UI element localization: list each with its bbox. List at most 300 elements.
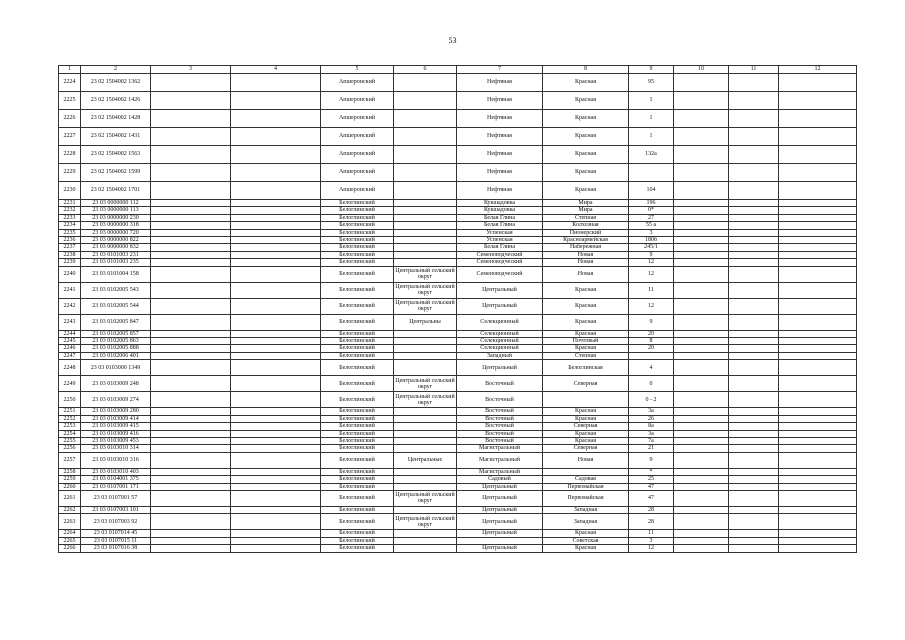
column-number-row xyxy=(59,66,857,74)
table-cell xyxy=(779,164,857,182)
table-cell: 2239 xyxy=(59,259,81,266)
table-cell xyxy=(674,445,729,452)
table-cell: Набережная xyxy=(543,244,629,251)
table-cell xyxy=(729,530,779,537)
table-cell: Центральный сельский округ xyxy=(395,515,455,528)
table-cell: 2240 xyxy=(59,266,81,282)
table-row xyxy=(59,452,857,468)
table-cell xyxy=(231,182,321,200)
table-row xyxy=(59,545,857,552)
table-cell: Северная xyxy=(543,376,629,392)
table-cell xyxy=(231,251,321,258)
table-cell xyxy=(231,214,321,221)
table-cell xyxy=(729,222,779,229)
table-cell: 2253 xyxy=(59,423,81,430)
table-cell xyxy=(729,392,779,408)
table-cell xyxy=(151,200,231,207)
table-cell: 3 xyxy=(629,537,674,544)
table-cell: 2228 xyxy=(59,146,81,164)
table-cell: 23 03 0107003 92 xyxy=(81,514,151,530)
table-cell: 2248 xyxy=(59,360,81,376)
table-cell xyxy=(231,430,321,437)
table-cell: 23 03 0102005 857 xyxy=(81,330,151,337)
table-cell xyxy=(674,314,729,330)
table-cell: 2255 xyxy=(59,437,81,444)
table-cell xyxy=(394,530,457,537)
table-cell: 104 xyxy=(629,182,674,200)
table-cell xyxy=(729,415,779,422)
table-cell: 1 xyxy=(629,110,674,128)
table-cell: 2244 xyxy=(59,330,81,337)
table-cell: Центральный xyxy=(457,282,543,298)
table-cell: 21 xyxy=(629,445,674,452)
table-cell: 23 03 0103009 414 xyxy=(81,415,151,422)
table-cell: 23 03 0102005 543 xyxy=(81,282,151,298)
table-cell xyxy=(151,445,231,452)
table-cell: Белоглинский xyxy=(321,222,394,229)
table-cell: Белоглинский xyxy=(321,251,394,258)
table-cell: 2257 xyxy=(59,452,81,468)
table-cell xyxy=(779,437,857,444)
table-cell xyxy=(231,110,321,128)
table-cell: Белоглинский xyxy=(321,352,394,359)
table-cell: Апшеронский xyxy=(321,164,394,182)
table-row xyxy=(59,207,857,214)
table-cell: Садовая xyxy=(543,476,629,483)
table-row xyxy=(59,200,857,207)
table-cell xyxy=(729,251,779,258)
table-cell: Советская xyxy=(543,537,629,544)
table-cell: 23 02 1504002 1701 xyxy=(81,182,151,200)
table-cell: 2225 xyxy=(59,92,81,110)
table-cell xyxy=(231,92,321,110)
table-cell xyxy=(394,214,457,221)
table-cell xyxy=(729,376,779,392)
table-cell: 0 xyxy=(629,376,674,392)
table-cell: Центральный xyxy=(457,490,543,506)
table-cell xyxy=(394,251,457,258)
table-cell xyxy=(779,259,857,266)
table-row xyxy=(59,244,857,251)
table-cell: Семеноводческий xyxy=(457,259,543,266)
table-cell: Белоглинский xyxy=(321,423,394,430)
table-cell: Красная xyxy=(543,128,629,146)
table-cell: Красная xyxy=(543,182,629,200)
table-cell xyxy=(231,229,321,236)
table-cell xyxy=(151,537,231,544)
table-cell: Белоглинский xyxy=(321,545,394,552)
table-cell: 2252 xyxy=(59,415,81,422)
table-cell: 23 03 0000000 832 xyxy=(81,244,151,251)
table-row xyxy=(59,338,857,345)
table-cell: 180б xyxy=(629,237,674,244)
table-cell xyxy=(394,506,457,513)
table-cell: Красноармейская xyxy=(543,237,629,244)
table-row xyxy=(59,259,857,266)
table-cell xyxy=(543,392,629,408)
table-cell: Красная xyxy=(543,415,629,422)
table-cell xyxy=(729,74,779,92)
table-cell xyxy=(729,476,779,483)
table-cell xyxy=(674,423,729,430)
table-cell xyxy=(729,182,779,200)
table-cell xyxy=(729,483,779,490)
table-cell: 11 xyxy=(629,530,674,537)
table-cell: 0* xyxy=(629,207,674,214)
table-cell: Белоглинский xyxy=(321,483,394,490)
table-cell: 2249 xyxy=(59,376,81,392)
table-cell: 95 xyxy=(629,74,674,92)
table-cell xyxy=(151,476,231,483)
registry-table xyxy=(58,65,857,553)
table-cell: Западный xyxy=(457,352,543,359)
table-cell: Белоглинский xyxy=(321,437,394,444)
table-cell xyxy=(394,437,457,444)
column-number: 9 xyxy=(629,66,674,74)
table-cell: 23 03 0103009 416 xyxy=(81,430,151,437)
table-cell: 25 xyxy=(629,476,674,483)
table-cell xyxy=(779,244,857,251)
column-number: 8 xyxy=(543,66,629,74)
table-cell xyxy=(729,207,779,214)
table-row xyxy=(59,266,857,282)
table-row xyxy=(59,423,857,430)
table-cell: Апшеронский xyxy=(321,182,394,200)
table-cell xyxy=(729,345,779,352)
table-cell xyxy=(779,360,857,376)
table-cell: Нефтяная xyxy=(457,146,543,164)
table-cell xyxy=(779,445,857,452)
table-row xyxy=(59,376,857,392)
table-cell: 23 03 0107001 171 xyxy=(81,483,151,490)
table-cell: Центральный сельский округ xyxy=(395,300,455,313)
table-row xyxy=(59,222,857,229)
table-cell xyxy=(394,259,457,266)
table-cell: 23 03 0107014 45 xyxy=(81,530,151,537)
table-cell: Красная xyxy=(543,408,629,415)
table-cell xyxy=(674,483,729,490)
table-cell xyxy=(231,345,321,352)
table-cell xyxy=(729,545,779,552)
table-cell xyxy=(674,345,729,352)
table-cell: Степная xyxy=(543,214,629,221)
table-cell xyxy=(151,237,231,244)
table-cell: Красная xyxy=(543,92,629,110)
table-cell xyxy=(231,468,321,475)
table-cell xyxy=(231,376,321,392)
table-cell xyxy=(231,452,321,468)
table-cell: 2265 xyxy=(59,537,81,544)
table-cell xyxy=(674,200,729,207)
table-cell: 28 xyxy=(629,506,674,513)
table-cell xyxy=(779,345,857,352)
table-cell: 2245 xyxy=(59,338,81,345)
table-row xyxy=(59,146,857,164)
table-cell: Центральный xyxy=(457,483,543,490)
table-cell: Центральный сельский округ xyxy=(395,268,455,281)
table-row xyxy=(59,408,857,415)
table-cell xyxy=(674,128,729,146)
table-cell xyxy=(151,360,231,376)
table-cell: Красная xyxy=(543,110,629,128)
table-cell xyxy=(394,330,457,337)
table-cell xyxy=(779,282,857,298)
table-cell xyxy=(394,537,457,544)
table-row xyxy=(59,430,857,437)
table-cell xyxy=(779,251,857,258)
table-cell: 23 03 0103009 274 xyxy=(81,392,151,408)
table-cell: Белоглинский xyxy=(321,229,394,236)
table-cell xyxy=(779,266,857,282)
table-cell: 23 02 1504002 1362 xyxy=(81,74,151,92)
table-cell: 9 xyxy=(629,314,674,330)
table-cell: Апшеронский xyxy=(321,110,394,128)
table-cell xyxy=(231,392,321,408)
table-row xyxy=(59,298,857,314)
table-cell: Белоглинский xyxy=(321,514,394,530)
table-cell xyxy=(151,74,231,92)
table-cell: 132а xyxy=(629,146,674,164)
table-cell: 2266 xyxy=(59,545,81,552)
table-cell xyxy=(779,545,857,552)
table-row xyxy=(59,182,857,200)
table-row xyxy=(59,392,857,408)
table-cell xyxy=(674,92,729,110)
table-cell xyxy=(394,182,457,200)
table-cell xyxy=(543,468,629,475)
table-cell xyxy=(729,282,779,298)
table-cell: Апшеронский xyxy=(321,74,394,92)
table-cell: Белоглинский xyxy=(321,338,394,345)
table-cell xyxy=(231,408,321,415)
table-cell: Белоглинский xyxy=(321,360,394,376)
table-cell: 23 02 1504002 1431 xyxy=(81,128,151,146)
table-cell: Северная xyxy=(543,423,629,430)
table-cell: Почтовый xyxy=(543,338,629,345)
table-cell xyxy=(151,376,231,392)
table-cell xyxy=(231,164,321,182)
table-cell: 7а xyxy=(629,437,674,444)
table-cell: 2226 xyxy=(59,110,81,128)
table-cell: Кукшадовка xyxy=(457,200,543,207)
table-cell: 23 03 0000000 318 xyxy=(81,222,151,229)
table-cell xyxy=(779,483,857,490)
table-cell xyxy=(674,392,729,408)
table-cell: Красная xyxy=(543,74,629,92)
table-cell xyxy=(674,298,729,314)
table-cell: Селекционный xyxy=(457,338,543,345)
table-cell xyxy=(394,360,457,376)
table-cell xyxy=(151,146,231,164)
table-row xyxy=(59,490,857,506)
table-cell xyxy=(151,222,231,229)
table-cell: 23 03 0107001 57 xyxy=(81,490,151,506)
table-cell: Красная xyxy=(543,530,629,537)
table-cell: 2250 xyxy=(59,392,81,408)
table-cell: Белоглинский xyxy=(321,237,394,244)
table-cell: 2247 xyxy=(59,352,81,359)
table-row xyxy=(59,514,857,530)
table-cell: 23 03 0102005 847 xyxy=(81,314,151,330)
table-cell xyxy=(231,146,321,164)
table-cell: 23 02 1504002 1426 xyxy=(81,92,151,110)
table-cell xyxy=(394,483,457,490)
table-cell xyxy=(151,128,231,146)
table-cell xyxy=(394,200,457,207)
table-cell xyxy=(231,128,321,146)
table-cell: Белоглинский xyxy=(321,430,394,437)
table-cell xyxy=(231,259,321,266)
table-cell xyxy=(674,237,729,244)
table-cell: Западная xyxy=(543,506,629,513)
table-row xyxy=(59,468,857,475)
table-cell: 11 xyxy=(629,282,674,298)
table-cell xyxy=(151,345,231,352)
table-cell xyxy=(729,423,779,430)
table-cell xyxy=(231,298,321,314)
table-cell xyxy=(729,298,779,314)
table-row xyxy=(59,237,857,244)
column-number: 10 xyxy=(674,66,729,74)
table-cell xyxy=(231,445,321,452)
table-cell: 23 03 0102006 401 xyxy=(81,352,151,359)
table-cell: Белоглинский xyxy=(321,415,394,422)
table-cell xyxy=(674,207,729,214)
table-cell xyxy=(779,430,857,437)
table-cell: 1 xyxy=(629,92,674,110)
table-cell xyxy=(729,244,779,251)
table-cell xyxy=(394,338,457,345)
table-cell xyxy=(779,537,857,544)
table-cell xyxy=(231,222,321,229)
table-cell: Центральный сельский округ xyxy=(395,377,455,390)
table-cell: 23 03 0000000 822 xyxy=(81,237,151,244)
table-cell: 23 03 0107016 38 xyxy=(81,545,151,552)
table-cell xyxy=(674,352,729,359)
table-cell: 2260 xyxy=(59,483,81,490)
table-cell xyxy=(779,423,857,430)
table-cell: Нефтяная xyxy=(457,164,543,182)
table-cell xyxy=(674,146,729,164)
table-cell: 23 03 0102005 888 xyxy=(81,345,151,352)
table-cell: 23 03 0101003 231 xyxy=(81,251,151,258)
column-number: 2 xyxy=(81,66,151,74)
table-cell: Степная xyxy=(543,352,629,359)
table-cell: Центральный xyxy=(457,514,543,530)
table-cell xyxy=(779,408,857,415)
table-cell: Магистральный xyxy=(457,452,543,468)
column-number: 6 xyxy=(394,66,457,74)
table-cell xyxy=(729,352,779,359)
table-cell xyxy=(231,360,321,376)
table-cell: 47 xyxy=(629,483,674,490)
table-cell xyxy=(729,128,779,146)
table-cell xyxy=(729,92,779,110)
table-cell: 47 xyxy=(629,490,674,506)
table-cell xyxy=(674,506,729,513)
table-cell xyxy=(674,110,729,128)
table-cell xyxy=(231,330,321,337)
table-cell: 3а xyxy=(629,430,674,437)
table-cell xyxy=(779,506,857,513)
table-cell: Белоглинский xyxy=(321,392,394,408)
table-cell xyxy=(151,330,231,337)
table-cell: 12 xyxy=(629,298,674,314)
table-cell: 12 xyxy=(629,545,674,552)
table-cell: 2264 xyxy=(59,530,81,537)
table-cell xyxy=(779,514,857,530)
table-cell: 2236 xyxy=(59,237,81,244)
table-cell xyxy=(394,146,457,164)
table-cell xyxy=(151,530,231,537)
table-cell: 8а xyxy=(629,423,674,430)
table-cell: Белоглинский xyxy=(321,476,394,483)
table-cell xyxy=(674,408,729,415)
table-cell xyxy=(151,229,231,236)
table-cell xyxy=(674,537,729,544)
table-cell: Новая xyxy=(543,266,629,282)
table-cell: Белоглинский xyxy=(321,530,394,537)
table-cell xyxy=(729,338,779,345)
table-cell: 2229 xyxy=(59,164,81,182)
table-cell: Кукшадовка xyxy=(457,207,543,214)
table-cell xyxy=(151,437,231,444)
table-cell xyxy=(231,237,321,244)
table-cell xyxy=(674,244,729,251)
table-cell: Магистральный xyxy=(457,468,543,475)
table-cell xyxy=(674,415,729,422)
table-cell: 23 03 0107015 11 xyxy=(81,537,151,544)
table-cell: Белая Глина xyxy=(457,244,543,251)
table-cell xyxy=(394,222,457,229)
table-cell xyxy=(394,545,457,552)
table-cell xyxy=(151,182,231,200)
table-cell: 23 03 0103009 248 xyxy=(81,376,151,392)
table-cell: Красная xyxy=(543,545,629,552)
table-cell: Успенская xyxy=(457,237,543,244)
table-cell: Красная xyxy=(543,437,629,444)
table-cell: 23 03 0101003 235 xyxy=(81,259,151,266)
table-cell xyxy=(151,514,231,530)
table-cell: Восточный xyxy=(457,376,543,392)
table-cell xyxy=(779,415,857,422)
table-cell xyxy=(151,251,231,258)
table-cell xyxy=(394,164,457,182)
table-cell xyxy=(394,237,457,244)
table-cell xyxy=(779,452,857,468)
table-row xyxy=(59,530,857,537)
table-row xyxy=(59,282,857,298)
page-number: 53 xyxy=(448,36,457,45)
table-cell xyxy=(779,468,857,475)
table-cell: Западная xyxy=(543,514,629,530)
table-cell: Белая Глина xyxy=(457,214,543,221)
table-cell xyxy=(674,545,729,552)
table-cell xyxy=(629,352,674,359)
table-cell: Семеноводческий xyxy=(457,266,543,282)
table-cell xyxy=(394,415,457,422)
table-cell xyxy=(394,207,457,214)
table-cell: 2241 xyxy=(59,282,81,298)
table-cell xyxy=(674,530,729,537)
table-row xyxy=(59,537,857,544)
table-cell xyxy=(779,298,857,314)
table-cell: Белоглинский xyxy=(321,490,394,506)
table-cell xyxy=(151,282,231,298)
table-cell: Красная xyxy=(543,298,629,314)
table-cell: 23 03 0107003 101 xyxy=(81,506,151,513)
table-cell: 12 xyxy=(629,266,674,282)
